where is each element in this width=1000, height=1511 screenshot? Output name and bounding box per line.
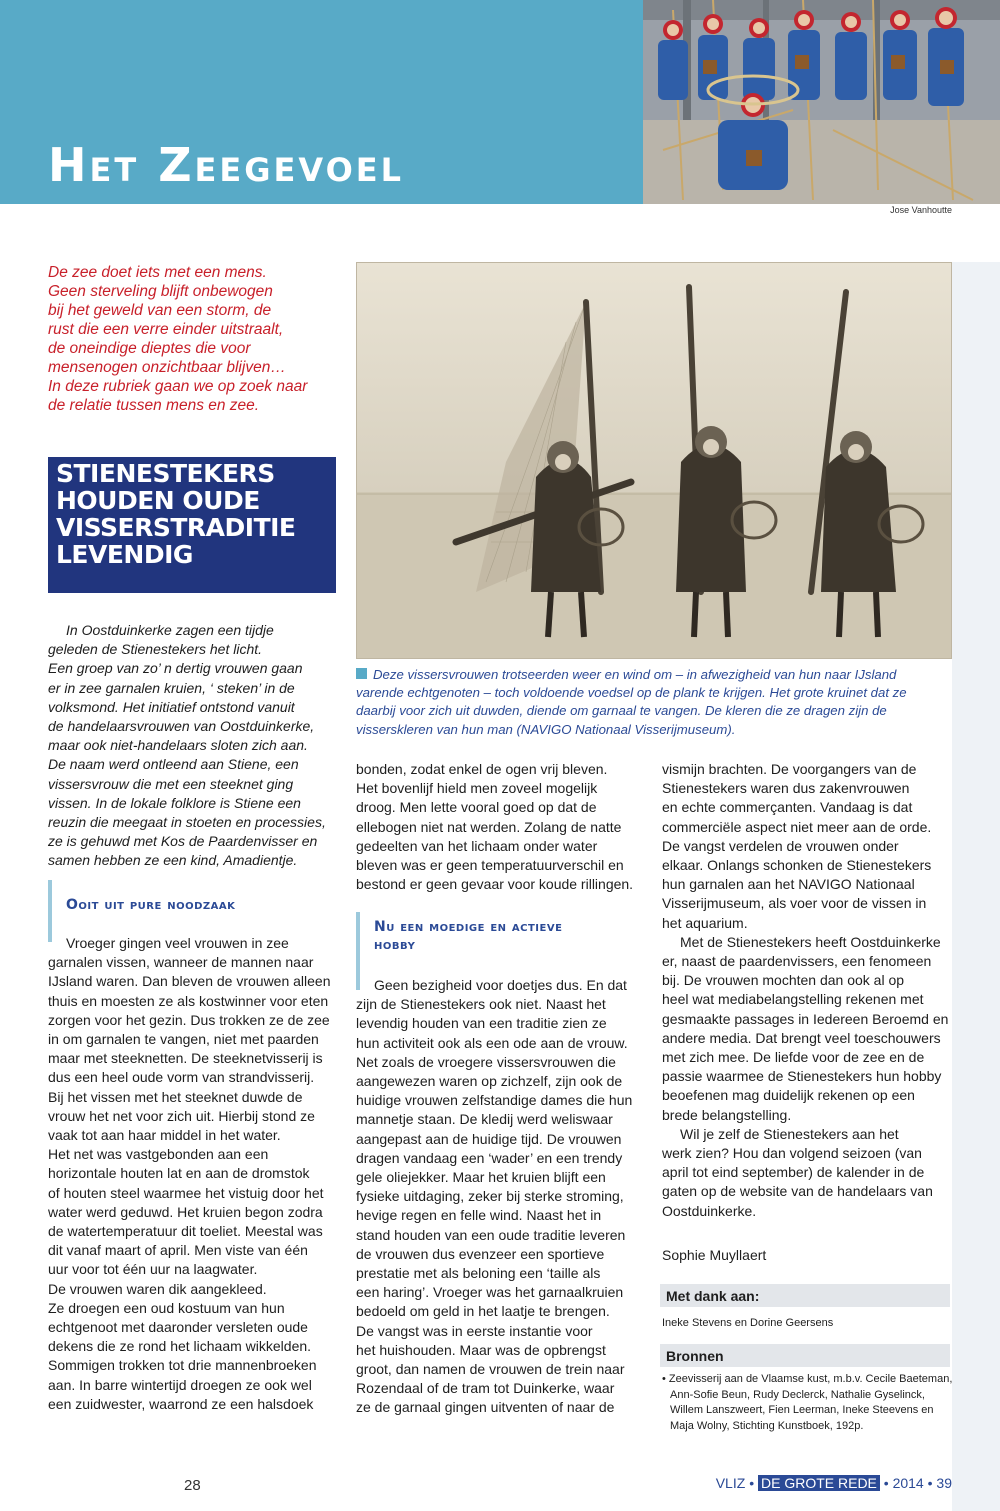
lead-line: de handelaarsvrouwen van Oostduinkerke, xyxy=(48,718,315,735)
article-title-line: STIENESTEKERS xyxy=(56,459,275,488)
body-line: dragen vandaag een ‘wader’ en een trendy xyxy=(356,1149,623,1166)
body-line: of houten steel waarmee het vistuig door het xyxy=(48,1184,324,1201)
article-title-line: HOUDEN OUDE xyxy=(56,486,260,515)
group-photo-illustration xyxy=(643,0,1000,204)
intro-text xyxy=(48,263,348,415)
body-line: heel wat mediabelangstelling rekenen met xyxy=(662,991,924,1008)
thanks-text: Ineke Stevens en Dorine Geersens xyxy=(662,1317,834,1329)
lead-line: reuzin die meegaat in stoeten en processies, xyxy=(48,814,326,831)
footer-separator: • xyxy=(883,1475,889,1491)
subhead-hobby: Nu een moedige en actieve hobby xyxy=(374,919,563,953)
body-line: bij. De vrouwen mochten dan ook al op xyxy=(662,972,905,989)
body-line: dekens die ze rond het lichaam wikkelden. xyxy=(48,1338,312,1355)
body-line: de watertemperatuur dit toeliet. Meestal was xyxy=(48,1223,323,1240)
body-line: een haring’. Vroeger was het garnaalkruien xyxy=(356,1284,624,1301)
fisherwomen-illustration xyxy=(356,262,952,659)
body-line: Oostduinkerke. xyxy=(662,1202,757,1219)
body-line: beoefenen mag duidelijk rekenen op een xyxy=(662,1087,915,1104)
thanks-heading: Met dank aan: xyxy=(660,1284,950,1307)
body-line: Vroeger gingen veel vrouwen in zee xyxy=(66,935,289,951)
body-line: het aquarium. xyxy=(662,914,748,931)
column-1 xyxy=(48,934,338,1414)
body-line: Visserijmuseum, als voer voor de vissen in xyxy=(662,895,927,912)
body-line: mannetje staan. De kledij werd weliswaar xyxy=(356,1111,613,1128)
lead-line: vissersvrouw die met een steeknet ging xyxy=(48,775,294,792)
footer-year: 2014 xyxy=(892,1475,924,1491)
body-line: dit vanaf maart of april. Men viste van één xyxy=(48,1242,308,1259)
intro-line: Geen sterveling blijft onbewogen xyxy=(48,283,273,300)
body-line: hevige regen en felle wind. Naast het in xyxy=(356,1207,602,1224)
footer-masthead xyxy=(716,1475,952,1491)
body-line: gesmaakte passages in Iedereen Beroemd en xyxy=(662,1010,949,1027)
body-line: Met de Stienestekers heeft Oostduinkerke xyxy=(680,933,941,950)
body-line: IJsland waren. Dan bleven de vrouwen alleen xyxy=(48,973,331,990)
lead-line: vissen. In de lokale folklore is Stiene een xyxy=(48,794,301,811)
intro-line: bij het geweld van een storm, de xyxy=(48,302,272,319)
body-line: hun garnalen aan het NAVIGO Nationaal xyxy=(662,876,915,893)
body-line: thuis en moesten ze als kostwinner voor eten xyxy=(48,992,329,1009)
body-line: werk zien? Hou dan volgend seizoen (van xyxy=(662,1145,922,1162)
body-line: Het bovenlijf hield men zoveel mogelijk xyxy=(356,780,598,797)
body-line: Geen bezigheid voor doetjes dus. En dat xyxy=(374,977,627,993)
body-line: de vrouwen dus evenzeer een sportieve xyxy=(356,1245,605,1262)
page-number-left: 28 xyxy=(184,1477,201,1494)
body-line: bonden, zodat enkel de ogen vrij bleven. xyxy=(356,761,608,777)
caption-line: visserskleren van hun man (NAVIGO Nationaal Visserijmuseum). xyxy=(356,721,736,737)
body-line: vismijn brachten. De voorgangers van de xyxy=(662,761,917,777)
body-line: garnalen vissen, wanneer de mannen naar xyxy=(48,954,314,971)
body-line: prestatie met als beloning een ‘taille als xyxy=(356,1265,601,1282)
lead-line: ze is gehuwd met Kos de Paardenvisser en xyxy=(48,833,318,850)
sources-heading: Bronnen xyxy=(660,1344,950,1367)
lead-line: maar ook niet-handelaars sloten zich aan. xyxy=(48,737,308,754)
body-line: Ze droegen een oud kostuum van hun xyxy=(48,1299,285,1316)
lead-line: volksmond. Het initiatief ontstond vanuit xyxy=(48,698,295,715)
photo-credit: Jose Vanhoutte xyxy=(890,205,952,215)
body-line: echtgenoot met daaronder versleten oude xyxy=(48,1319,308,1336)
section-title: Het Zeegevoel xyxy=(48,138,405,192)
photo-caption xyxy=(356,666,948,739)
footer-issue: 39 xyxy=(936,1475,952,1491)
body-line: het huishouden. Maar was de opbrengst xyxy=(356,1341,606,1358)
caption-line: daarbij voor zich uit duwden, diende om garnaal te vangen. De kleren die ze dragen zijn de xyxy=(356,703,887,719)
side-strip xyxy=(952,262,1000,1511)
article-title-line: VISSERSTRADITIE xyxy=(56,513,296,542)
body-line: april tot eind september) de kalender in de xyxy=(662,1164,925,1181)
article-lead xyxy=(48,621,348,871)
lead-line: geleden de Stienestekers het licht. xyxy=(48,641,263,658)
author xyxy=(662,1246,952,1265)
body-line: De vrouwen waren dik aangekleed. xyxy=(48,1280,267,1297)
body-line: fysieke uitdaging, zeker bij sterke stroming, xyxy=(356,1188,624,1205)
body-line: ellebogen niet nat werden. Zolang de natte xyxy=(356,818,622,835)
body-line: stand houden van een oude traditie leveren xyxy=(356,1226,626,1243)
body-line: gaten op de website van de handelaars van xyxy=(662,1183,933,1200)
intro-line: rust die een verre einder uitstraalt, xyxy=(48,321,284,338)
body-line: met zich mee. De liefde voor de zee en de xyxy=(662,1049,925,1066)
column-3 xyxy=(662,760,952,1221)
body-line: aangewezen waren op zichzelf, zijn ook de xyxy=(356,1073,623,1090)
body-line: horizontale houten lat en aan de dromstok xyxy=(48,1165,310,1182)
body-line: levendig houden van een traditie zien ze xyxy=(356,1015,607,1032)
body-line: aangepast aan de huidige tijd. De vrouwen xyxy=(356,1130,622,1147)
header-photo xyxy=(643,0,1000,204)
lead-line: Een groep van zo’ n dertig vrouwen gaan xyxy=(48,660,303,677)
column-2-top xyxy=(356,760,646,894)
body-line: commerciële aspect niet meer aan de orde. xyxy=(662,818,932,835)
caption-line: varende echtgenoten – toch voldoende voedsel op de plank te krijgen. Het grote kruinet dat ze xyxy=(356,685,907,701)
body-line: maar met steeknetten. De steeknetvisserij is xyxy=(48,1050,323,1067)
body-line: er, naast de paardenvissers, een fenomeen xyxy=(662,953,932,970)
body-line: Het net was vastgebonden aan een xyxy=(48,1146,269,1163)
body-line: bestond er geen gevaar voor koude rillingen. xyxy=(356,876,634,893)
article-title xyxy=(48,457,336,593)
intro-line: In deze rubriek gaan we op zoek naar xyxy=(48,378,308,395)
body-line: vaak tot aan haar middel in het water. xyxy=(48,1127,281,1144)
body-line: zijn de Stienestekers ook niet. Naast het xyxy=(356,996,606,1013)
intro-line: mensenogen onzichtbaar blijven… xyxy=(48,359,286,376)
column-2 xyxy=(356,976,646,1418)
body-line: gedeelten van het lichaam onder water xyxy=(356,837,598,854)
body-line: water werd geduwd. Het kruien begon zodra xyxy=(48,1203,323,1220)
footer-separator: • xyxy=(749,1475,755,1491)
intro-line: De zee doet iets met een mens. xyxy=(48,264,267,281)
lead-line: De naam werd ontleend aan Stiene, een xyxy=(48,756,299,773)
body-line: zorgen voor het gezin. Dus trokken ze de zee xyxy=(48,1011,330,1028)
historical-photo xyxy=(356,262,952,659)
sources-text: • Zeevisserij aan de Vlaamse kust, m.b.v. Cecile Baeteman, Ann-Sofie Beun, Rudy Declerck, Nathalie Gyselinck, Willem Lanszweert, Fien Leerman, Ineke Steevens en Maja Wolny, Stichting Kunstboek, 192p. xyxy=(662,1373,953,1432)
body-line: in om garnalen te vangen, niet met paarden xyxy=(48,1031,319,1048)
body-line: en echte commerçanten. Vandaag is dat xyxy=(662,799,913,816)
body-line: andere media. Dat brengt veel toeschouwers xyxy=(662,1029,941,1046)
footer-magazine: DE GROTE REDE xyxy=(758,1475,880,1491)
body-line: Bij het vissen met het steeknet duwde de xyxy=(48,1088,303,1105)
body-line: Sommigen trokken tot drie mannenbroeken xyxy=(48,1357,317,1374)
lead-line: In Oostduinkerke zagen een tijdje xyxy=(66,622,274,638)
body-line: passie waarmee de Stienestekers hun hobby xyxy=(662,1068,942,1085)
body-line: De vangst was in eerste instantie voor xyxy=(356,1322,593,1339)
body-line: huidige vrouwen zelfstandige dames die hun xyxy=(356,1092,633,1109)
caption-line: Deze vissersvrouwen trotseerden weer en wind om – in afwezigheid van hun naar IJsland xyxy=(356,666,948,684)
body-line: hun activiteit ook als een ode aan de vrouw. xyxy=(356,1034,628,1051)
body-line: uur voor tot één uur na laagwater. xyxy=(48,1261,258,1278)
body-line: Net zoals de vroegere vissersvrouwen die xyxy=(356,1053,616,1070)
article-title-line: LEVENDIG xyxy=(56,540,193,569)
body-line: brede belangstelling. xyxy=(662,1106,792,1123)
intro-line: de relatie tussen mens en zee. xyxy=(48,397,260,414)
subhead-bar xyxy=(48,880,52,942)
body-line: elkaar. Onlangs schonken de Stienestekers xyxy=(662,857,932,874)
lead-line: er in zee garnalen kruien, ‘ steken’ in de xyxy=(48,679,295,696)
body-line: droog. Men lette vooral goed op dat de xyxy=(356,799,597,816)
body-line: gele oliejekker. Maar het kruien blijft een xyxy=(356,1169,606,1186)
caption-marker-icon xyxy=(356,668,367,679)
body-line: bedoeld om geld in het laatje te brengen. xyxy=(356,1303,610,1320)
subhead-noodzaak: Ooit uit pure noodzaak xyxy=(66,897,236,913)
body-line: Stienestekers waren dus zakenvrouwen xyxy=(662,780,910,797)
lead-line: samen hebben ze een kind, Amadientje. xyxy=(48,852,298,869)
body-line: Rozendaal of de tram tot Duinkerke, waar xyxy=(356,1380,615,1397)
body-line: aan. In barre wintertijd droegen ze ook wel xyxy=(48,1376,312,1393)
footer-vliz: VLIZ xyxy=(715,1475,746,1491)
intro-line: de oneindige dieptes die voor xyxy=(48,340,251,357)
body-line: De vangst verdelen de vrouwen onder xyxy=(662,837,899,854)
footer-separator: • xyxy=(927,1475,933,1491)
body-line: Wil je zelf de Stienestekers aan het xyxy=(680,1125,899,1142)
body-line: groot, dan namen de vrouwen de trein naar xyxy=(356,1361,625,1378)
body-line: bleven was er geen temperatuurverschil en xyxy=(356,857,624,874)
body-line: een zuidwester, waarrond ze een halsdoek xyxy=(48,1395,314,1412)
author-name: Sophie Muyllaert xyxy=(662,1247,767,1263)
body-line: dus een heel oude vorm van strandvisserij. xyxy=(48,1069,315,1086)
body-line: ze de garnaal gingen uitventen of naar de xyxy=(356,1399,615,1416)
body-line: vrouw het net voor zich uit. Hierbij stond ze xyxy=(48,1107,315,1124)
